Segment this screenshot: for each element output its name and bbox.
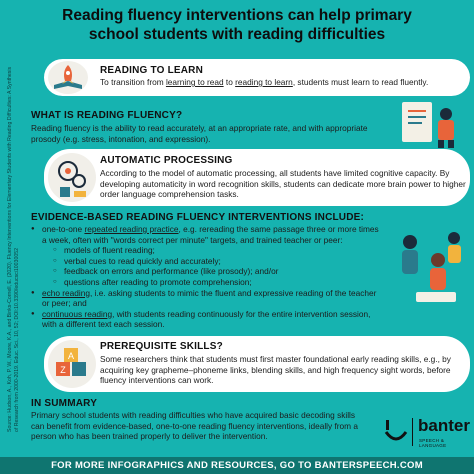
page-title: [0, 6, 474, 44]
item3-text: , with students reading continuously for the entire intervention session, with a different text each session.: [42, 308, 371, 330]
list-item-repeated-reading: [31, 224, 381, 288]
rtl-text-a: To transition from: [100, 77, 166, 87]
item1-text-a: one-to-one: [42, 224, 85, 234]
reading-to-learn-heading: READING TO LEARN: [100, 65, 204, 76]
source-note-text: Source: Hudson, A., Koh, P. W., Moore, K.A., and Binks-Cornell, E. (2020). Fluency Interventions for Elementary Students with Reading Difficulties: A Synthesis of Research from 2000-2019. Educ. Sci., 10, 52; DOI:10.3390/educsci10030052: [7, 66, 20, 432]
brand-name: banter: [418, 416, 470, 435]
brand-divider: [412, 418, 413, 446]
footer-banner: FOR MORE INFOGRAPHICS AND RESOURCES, GO TO BANTERSPEECH.COM: [0, 457, 474, 474]
item1-text-b: , e.g. rereading the same passage three or more times a week, often with "words correct per minute" targets, and trained teacher or peer:: [42, 224, 379, 245]
summary-text: Primary school students with reading difficulties who have acquired basic decoding skills can benefit from evidence-based, one-to-one reading fluency interventions, ideally from a person who has been trained properly to deliver the intervention.: [31, 410, 358, 442]
sub-list: [42, 245, 381, 287]
clipboard-illustration: [394, 100, 470, 150]
svg-text:A: A: [67, 351, 75, 361]
list-item-continuous-reading: [31, 309, 381, 330]
title-line-2: school students with reading difficulties: [88, 26, 386, 43]
rtl-text-c: , students must learn to read fluently.: [292, 77, 429, 87]
sub-item: ○ questions after reading to promote comprehension;: [42, 277, 381, 288]
reading-to-learn-text: [100, 77, 470, 88]
rtl-text-b: to: [223, 77, 236, 87]
automatic-processing-text: According to the model of automatic processing, all students have limited cognitive capacity. By developing automaticity in word recognition skills, students can dedicate more brain power to higher order language comprehension tasks.: [100, 168, 466, 200]
summary-heading: IN SUMMARY: [31, 398, 98, 409]
title-line-1: Reading fluency interventions can help primary: [62, 7, 412, 24]
banter-logo: [382, 414, 472, 452]
list-item-echo-reading: [31, 288, 381, 309]
evidence-heading: EVIDENCE-BASED READING FLUENCY INTERVENTIONS INCLUDE:: [31, 212, 365, 223]
brain-gears-icon: [48, 153, 96, 202]
sub-item: ○ models of fluent reading;: [42, 245, 381, 256]
item2-text: , i.e. asking students to mimic the fluent and expressive reading of the teacher or peer; and: [42, 287, 377, 309]
what-is-fluency-heading: WHAT IS READING FLUENCY?: [31, 110, 183, 121]
learning-to-read-link: learning to read: [165, 77, 224, 87]
svg-text:Z: Z: [60, 365, 66, 375]
sub-item: ○ feedback on errors and performance (like prosody); and/or: [42, 266, 381, 277]
brand-tagline: SPEECH & LANGUAGE: [419, 438, 447, 448]
prerequisite-text: Some researchers think that students must first master foundational early reading skills, e.g., by acquiring key grapheme–phoneme links, blending skills, and high frequency sight words, before fluency interventions can work.: [100, 354, 451, 386]
students-illustration: [392, 226, 470, 310]
interventions-list: [31, 224, 381, 330]
what-is-fluency-text: Reading fluency is the ability to read accurately, at an appropriate rate, and with appropriate prosody (e.g. stress, intonation, and expression).: [31, 123, 368, 144]
continuous-reading-link: continuous reading: [42, 308, 113, 319]
reading-to-learn-link: reading to learn: [235, 77, 293, 87]
sub-item: ○ verbal cues to read quickly and accurately;: [42, 256, 381, 267]
automatic-processing-heading: AUTOMATIC PROCESSING: [100, 155, 233, 166]
prerequisite-heading: PREREQUISITE SKILLS?: [100, 341, 223, 352]
repeated-reading-link: repeated reading practice: [84, 224, 179, 234]
banter-mark-icon: [384, 418, 408, 448]
abc-blocks-icon: [48, 340, 96, 388]
echo-reading-link: echo reading: [42, 287, 90, 298]
rocket-book-icon: [48, 61, 88, 94]
source-note: [4, 62, 34, 432]
